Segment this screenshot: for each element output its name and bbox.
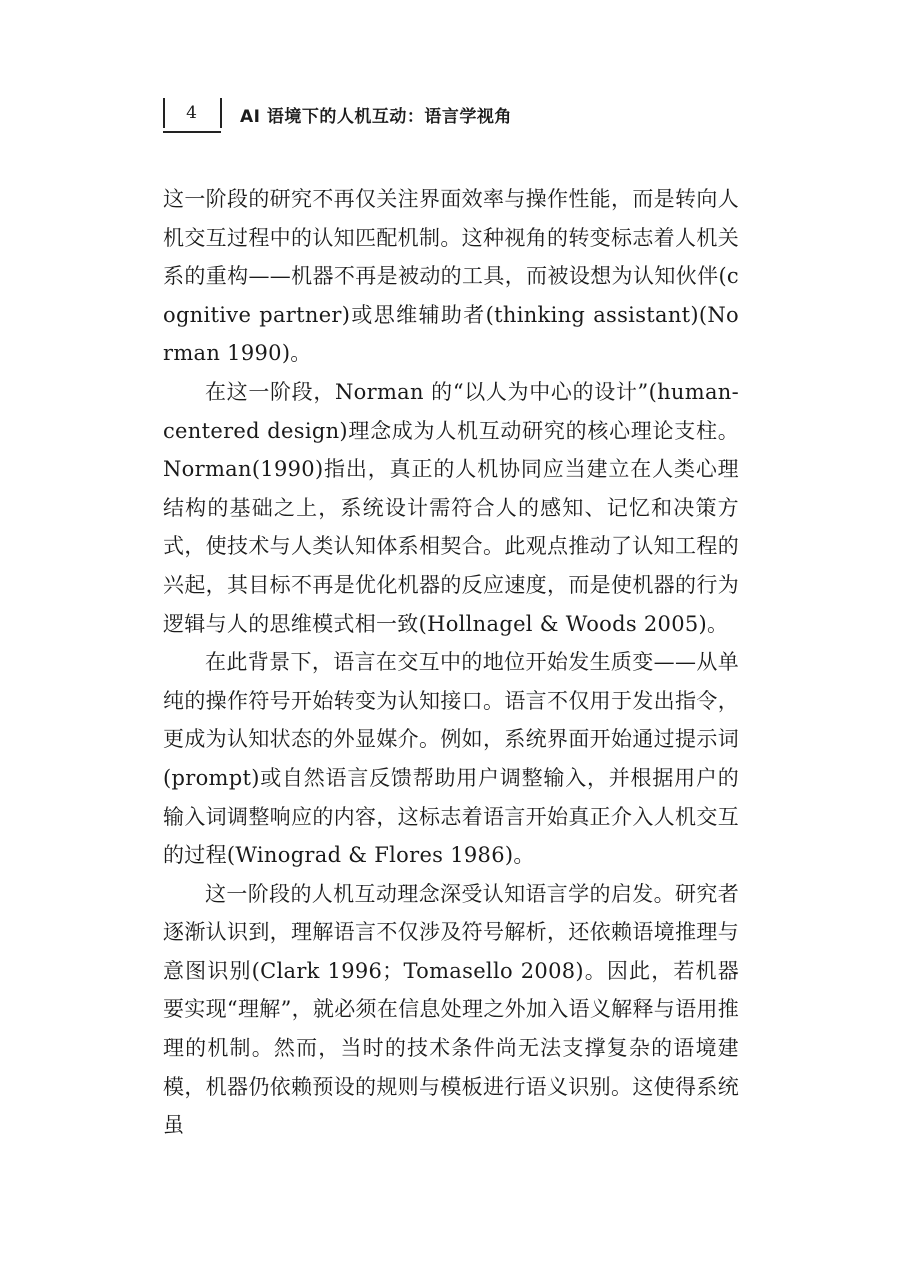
header-rule bbox=[163, 131, 221, 133]
page-number: 4 bbox=[186, 103, 197, 123]
paragraph: 这一阶段的研究不再仅关注界面效率与操作性能，而是转向人机交互过程中的认知匹配机制。这种视角的转变标志着人机关系的重构——机器不再是被动的工具，而被设想为认知伙伴(cognitive partner)或思维辅助者(thinking assistant)(Norman 1990)。 bbox=[163, 187, 739, 366]
body-text bbox=[163, 180, 739, 1145]
running-title: AI 语境下的人机互动：语言学视角 bbox=[240, 107, 512, 127]
paragraph: 在此背景下，语言在交互中的地位开始发生质变——从单纯的操作符号开始转变为认知接口。语言不仅用于发出指令，更成为认知状态的外显媒介。例如，系统界面开始通过提示词(prompt)或自然语言反馈帮助用户调整输入，并根据用户的输入词调整响应的内容，这标志着语言开始真正介入人机交互的过程(Winograd & Flores 1986)。 bbox=[163, 650, 739, 868]
paragraph: 在这一阶段，Norman 的“以人为中心的设计”(human-centered design)理念成为人机互动研究的核心理论支柱。Norman(1990)指出，真正的人机协同应当建立在人类心理结构的基础之上，系统设计需符合人的感知、记忆和决策方式，使技术与人类认知体系相契合。此观点推动了认知工程的兴起，其目标不再是优化机器的反应速度，而是使机器的行为逻辑与人的思维模式相一致(Hollnagel & Woods 2005)。 bbox=[163, 379, 739, 636]
paragraph: 这一阶段的人机互动理念深受认知语言学的启发。研究者逐渐认识到，理解语言不仅涉及符号解析，还依赖语境推理与意图识别(Clark 1996；Tomasello 2008)。因此，若机器要实现“理解”，就必须在信息处理之外加入语义解释与语用推理的机制。然而，当时的技术条件尚无法支撑复杂的语境建模，机器仍依赖预设的规则与模板进行语义识别。这使得系统虽 bbox=[163, 881, 739, 1138]
running-header bbox=[163, 98, 738, 134]
header-divider-bar bbox=[220, 98, 222, 128]
